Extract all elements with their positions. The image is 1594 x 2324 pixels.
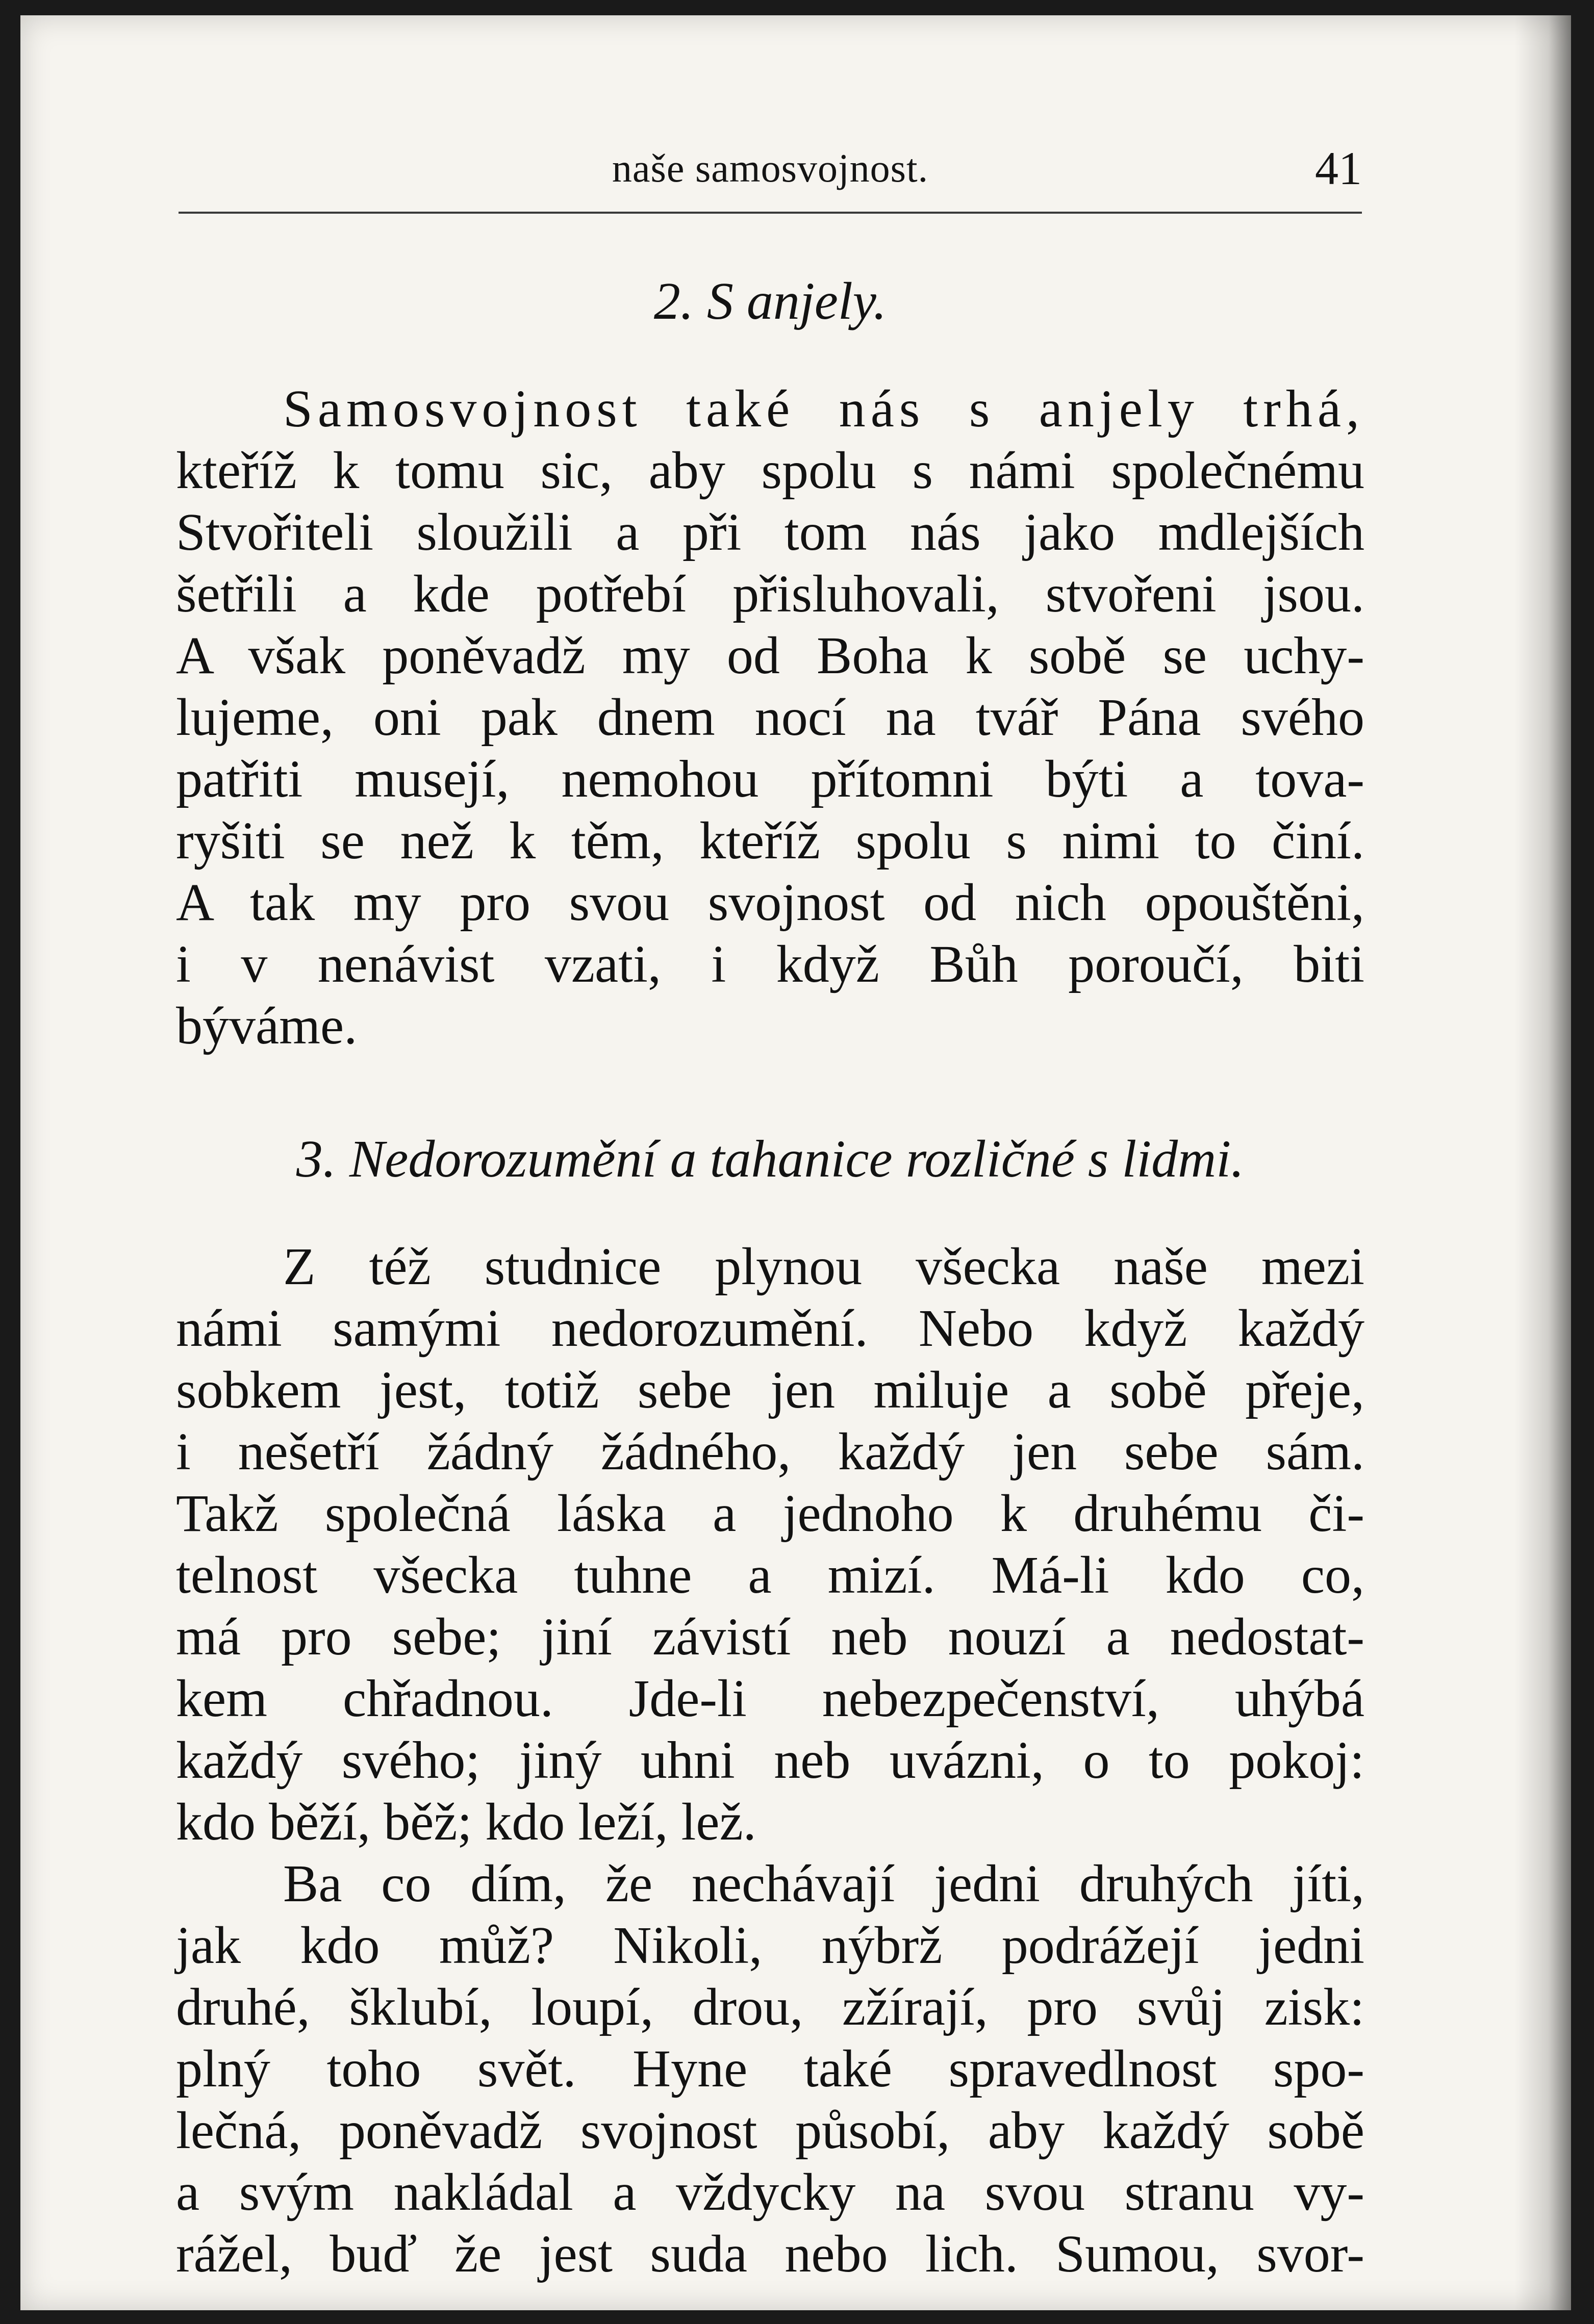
text-line: lujeme, oni pak dnem nocí na tvář Pána svého	[176, 688, 1364, 747]
text-line: kem chřadnou. Jde-li nebezpečenství, uhýbá	[176, 1669, 1364, 1728]
page-spine-shadow	[1515, 15, 1571, 2310]
text-line: Takž společná láska a jednoho k druhému či-	[176, 1484, 1364, 1543]
page-body	[176, 270, 1364, 2285]
text-line: A však poněvadž my od Boha k sobě se uchy-	[176, 626, 1364, 685]
text-line: Z též studnice plynou všecka naše mezi	[283, 1237, 1364, 1296]
text-line: kteříž k tomu sic, aby spolu s námi společnému	[176, 441, 1364, 500]
book-page	[20, 15, 1571, 2310]
page-header	[179, 142, 1362, 212]
page-number: 41	[1315, 142, 1362, 194]
text-line: patřiti musejí, nemohou přítomni býti a tova-	[176, 750, 1364, 808]
text-line: a svým nakládal a vždycky na svou stranu vy-	[176, 2163, 1364, 2221]
text-line: telnost všecka tuhne a mizí. Má-li kdo co,	[176, 1546, 1364, 1604]
text-line: i v nenávist vzati, i když Bůh poroučí, biti	[176, 935, 1364, 993]
header-rule	[179, 212, 1362, 214]
section-heading-2: 2. S anjely.	[653, 272, 887, 330]
text-line: šetřili a kde potřebí přisluhovali, stvořeni jsou.	[176, 565, 1364, 623]
text-line: Ba co dím, že nechávají jedni druhých jíti,	[283, 1854, 1364, 1913]
running-title: naše samosvojnost.	[612, 146, 929, 190]
text-line: každý svého; jiný uhni neb uvázni, o to pokoj:	[176, 1731, 1364, 1790]
text-line: jak kdo můž? Nikoli, nýbrž podrážejí jedni	[176, 1916, 1364, 1975]
text-line: má pro sebe; jiní závistí neb nouzí a nedostat-	[176, 1607, 1364, 1666]
text-line: námi samými nedorozumění. Nebo když každý	[176, 1299, 1364, 1358]
text-line: Samosvojnost také nás s anjely trhá,	[283, 379, 1364, 438]
text-line: rážel, buď že jest suda nebo lich. Sumou, svor-	[176, 2225, 1364, 2283]
text-line: Stvořiteli sloužili a při tom nás jako mdlejších	[176, 503, 1364, 561]
text-line: sobkem jest, totiž sebe jen miluje a sobě přeje,	[176, 1361, 1364, 1419]
text-line: ryšiti se než k těm, kteříž spolu s nimi to činí.	[176, 811, 1364, 870]
text-line: kdo běží, běž; kdo leží, lež.	[176, 1793, 756, 1851]
text-line: býváme.	[176, 997, 358, 1055]
section-heading-3: 3. Nedorozumění a tahanice rozličné s lidmi.	[296, 1130, 1245, 1188]
text-line: druhé, šklubí, loupí, drou, zžírají, pro svůj zisk:	[176, 1978, 1364, 2036]
text-line: i nešetří žádný žádného, každý jen sebe sám.	[176, 1422, 1364, 1481]
text-line: lečná, poněvadž svojnost působí, aby každý sobě	[176, 2101, 1364, 2160]
text-line: A tak my pro svou svojnost od nich opouštěni,	[176, 873, 1364, 932]
text-line: plný toho svět. Hyne také spravedlnost spo-	[176, 2039, 1364, 2098]
